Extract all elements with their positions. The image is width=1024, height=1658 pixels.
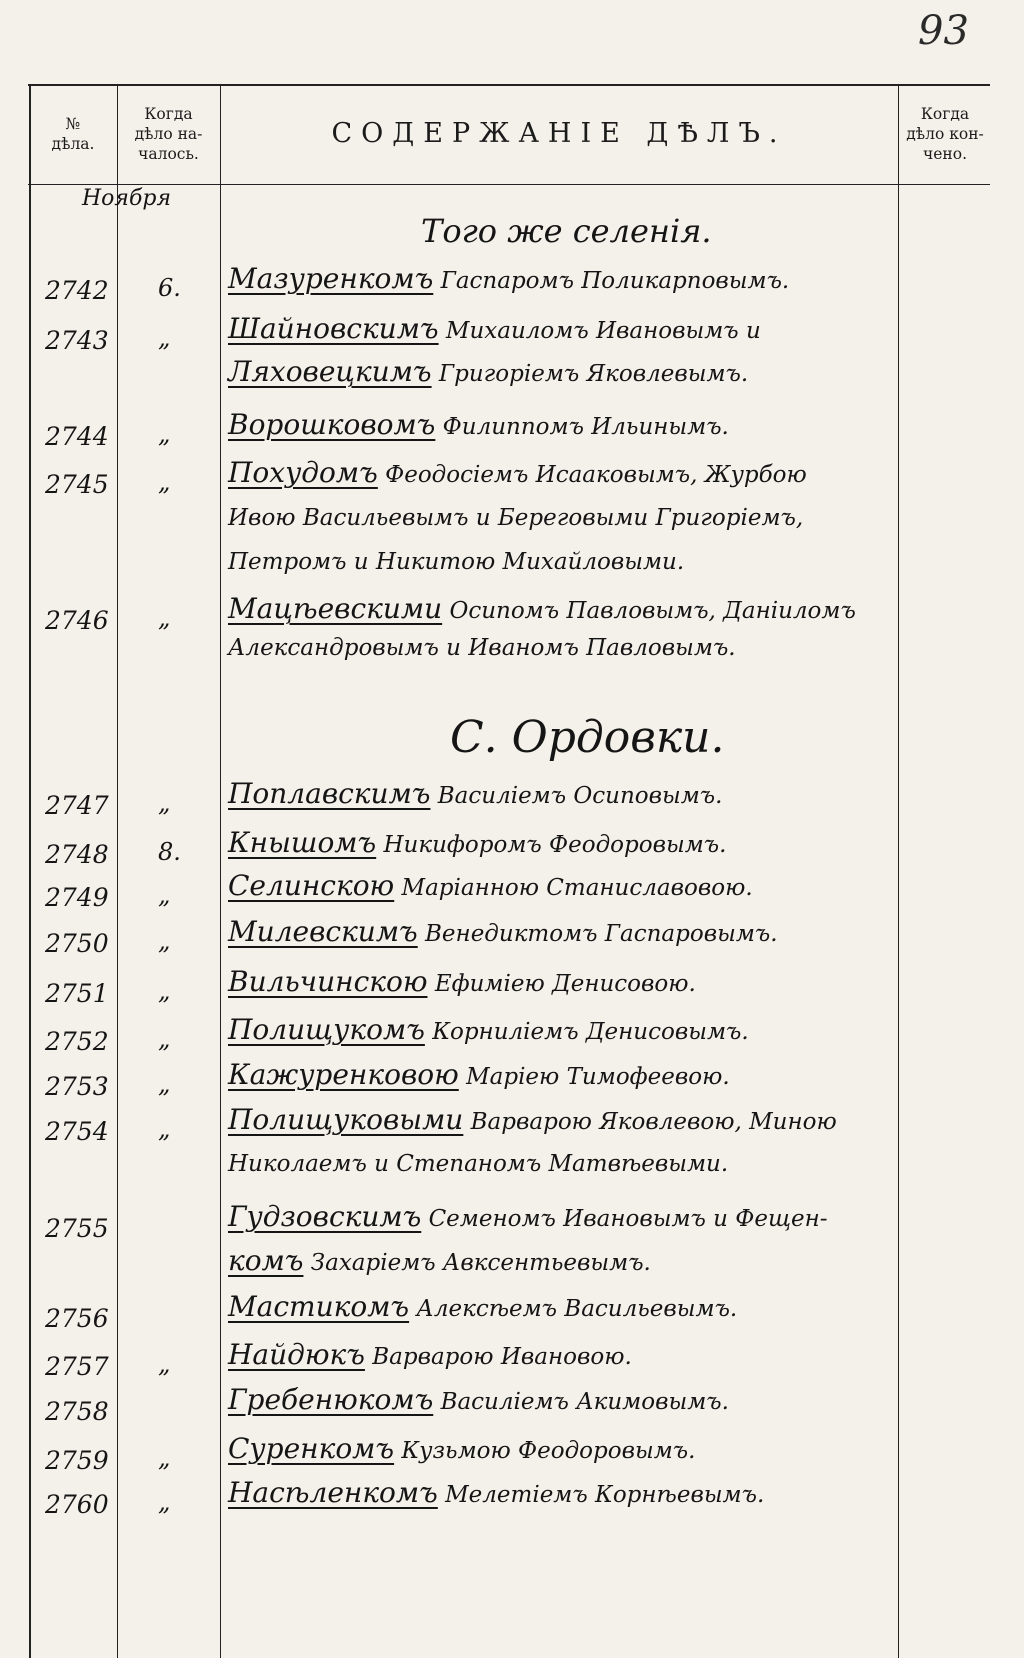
entry-surname: Вильчинскою — [228, 965, 428, 998]
entry-line — [228, 635, 736, 661]
entry-surname: Гудзовскимъ — [228, 1200, 422, 1233]
entry-line — [228, 826, 726, 859]
case-number: 2745 — [45, 470, 109, 499]
table-top-rule — [28, 84, 990, 86]
case-number: 2747 — [45, 791, 109, 820]
entry-line — [228, 1476, 764, 1509]
entry-surname: Селинскою — [228, 869, 395, 902]
case-number: 2755 — [45, 1214, 109, 1243]
entry-line — [228, 1244, 651, 1277]
case-number: 2748 — [45, 840, 109, 869]
start-date-mark: „ — [158, 1115, 171, 1143]
start-date-mark: „ — [158, 324, 171, 352]
entry-line — [228, 592, 856, 625]
entry-surname: Милевскимъ — [228, 915, 418, 948]
header-case-number: № дѣла. — [51, 115, 95, 153]
left-border — [29, 84, 31, 1658]
entry-text: Семеномъ Ивановымъ и Фещен- — [428, 1206, 828, 1232]
page-number: 93 — [918, 8, 969, 54]
entry-text: Александровымъ и Иваномъ Павловымъ. — [228, 635, 736, 661]
entry-line — [228, 869, 753, 902]
case-number: 2750 — [45, 929, 109, 958]
month-label: Ноября — [82, 186, 172, 211]
entry-line — [228, 1058, 730, 1091]
case-number: 2746 — [45, 606, 109, 635]
case-number: 2757 — [45, 1352, 109, 1381]
start-date-mark: „ — [158, 1488, 171, 1516]
entry-line — [228, 355, 748, 388]
case-number: 2756 — [45, 1304, 109, 1333]
entry-text: Корниліемъ Денисовымъ. — [432, 1019, 749, 1045]
entry-text: Алексѣемъ Васильевымъ. — [416, 1296, 738, 1322]
entry-text: Варварою Яковлевою, Миною — [470, 1109, 837, 1135]
entry-text: Василіемъ Осиповымъ. — [437, 783, 723, 809]
case-number: 2742 — [45, 276, 109, 305]
case-number: 2752 — [45, 1027, 109, 1056]
entry-line — [228, 456, 807, 489]
start-date-mark: 6. — [158, 274, 181, 302]
entry-line — [228, 312, 761, 345]
start-date-mark: „ — [158, 977, 171, 1005]
case-number: 2749 — [45, 883, 109, 912]
entry-line — [228, 777, 722, 810]
entry-surname: Похудомъ — [228, 456, 378, 489]
entry-surname: Поплавскимъ — [228, 777, 431, 810]
entry-surname: Кажуренковою — [228, 1058, 459, 1091]
entry-line — [228, 965, 696, 998]
entry-line — [228, 915, 778, 948]
entry-text: Василіемъ Акимовымъ. — [440, 1389, 729, 1415]
case-number: 2751 — [45, 979, 109, 1008]
column-rule-3 — [898, 84, 899, 1658]
entry-text: Ивою Васильевымъ и Береговыми Григоріемъ, — [228, 505, 804, 531]
entry-surname: Найдюкъ — [228, 1338, 365, 1371]
entry-surname: комъ — [228, 1244, 304, 1277]
column-rule-2 — [220, 84, 221, 1658]
entry-surname: Суренкомъ — [228, 1432, 395, 1465]
entry-surname: Ляховецкимъ — [228, 355, 432, 388]
entry-text: Маріею Тимофеевою. — [466, 1064, 730, 1090]
case-number: 2743 — [45, 326, 109, 355]
entry-line — [228, 1290, 737, 1323]
entry-surname: Насѣленкомъ — [228, 1476, 438, 1509]
entry-line — [228, 1383, 729, 1416]
start-date-mark: „ — [158, 1350, 171, 1378]
section-heading-2: С. Ордовки. — [450, 712, 725, 763]
column-rule-1 — [117, 84, 118, 1658]
entry-text: Осипомъ Павловымъ, Даніиломъ — [449, 598, 856, 624]
entry-text: Венедиктомъ Гаспаровымъ. — [425, 921, 778, 947]
entry-surname: Мацѣевскими — [228, 592, 443, 625]
entry-text: Михаиломъ Ивановымъ и — [445, 318, 761, 344]
entry-text: Феодосіемъ Исааковымъ, Журбою — [385, 462, 807, 488]
entry-text: Гаспаромъ Поликарповымъ. — [440, 268, 790, 294]
start-date-mark: „ — [158, 789, 171, 817]
entry-line — [228, 505, 803, 531]
case-number: 2760 — [45, 1490, 109, 1519]
entry-text: Мелетіемъ Корнѣевымъ. — [445, 1482, 765, 1508]
entry-text: Маріанною Станиславовою. — [401, 875, 753, 901]
entry-text: Григоріемъ Яковлевымъ. — [438, 361, 749, 387]
entry-line — [228, 1151, 728, 1177]
entry-text: Николаемъ и Степаномъ Матвѣевыми. — [228, 1151, 729, 1177]
header-start-date: Когда дѣло на- чалось. — [134, 105, 203, 163]
start-date-mark: „ — [158, 1444, 171, 1472]
start-date-mark: „ — [158, 1070, 171, 1098]
entry-line — [228, 408, 729, 441]
entry-text: Филиппомъ Ильинымъ. — [442, 414, 729, 440]
case-number: 2758 — [45, 1397, 109, 1426]
start-date-mark: „ — [158, 1025, 171, 1053]
entry-text: Варварою Ивановою. — [372, 1344, 632, 1370]
section-heading-1: Того же селенія. — [421, 212, 712, 250]
start-date-mark: 8. — [158, 838, 181, 866]
start-date-mark: „ — [158, 604, 171, 632]
entry-text: Ефиміею Денисовою. — [434, 971, 696, 997]
start-date-mark: „ — [158, 468, 171, 496]
case-number: 2754 — [45, 1117, 109, 1146]
entry-text: Захаріемъ Авксентьевымъ. — [310, 1250, 651, 1276]
entry-line — [228, 262, 789, 295]
entry-line — [228, 549, 684, 575]
entry-surname: Ворошковомъ — [228, 408, 436, 441]
entry-surname: Мастикомъ — [228, 1290, 410, 1323]
entry-text: Петромъ и Никитою Михайловыми. — [228, 549, 685, 575]
entry-surname: Полищуковыми — [228, 1103, 464, 1136]
start-date-mark: „ — [158, 420, 171, 448]
entry-line — [228, 1013, 749, 1046]
header-contents: СОДЕРЖАНІЕ ДѢЛЪ. — [331, 118, 787, 149]
entry-line — [228, 1432, 695, 1465]
entry-line — [228, 1103, 837, 1136]
entry-line — [228, 1200, 828, 1233]
header-bottom-rule — [28, 184, 990, 185]
case-number: 2753 — [45, 1072, 109, 1101]
entry-surname: Гребенюкомъ — [228, 1383, 434, 1416]
case-number: 2744 — [45, 422, 109, 451]
entry-surname: Мазуренкомъ — [228, 262, 434, 295]
entry-text: Никифоромъ Феодоровымъ. — [383, 832, 727, 858]
start-date-mark: „ — [158, 927, 171, 955]
entry-surname: Шайновскимъ — [228, 312, 439, 345]
start-date-mark: „ — [158, 881, 171, 909]
entry-surname: Кнышомъ — [228, 826, 377, 859]
entry-line — [228, 1338, 632, 1371]
entry-surname: Полищукомъ — [228, 1013, 425, 1046]
entry-text: Кузьмою Феодоровымъ. — [401, 1438, 696, 1464]
header-end-date: Когда дѣло кон- чено. — [906, 105, 984, 163]
case-number: 2759 — [45, 1446, 109, 1475]
